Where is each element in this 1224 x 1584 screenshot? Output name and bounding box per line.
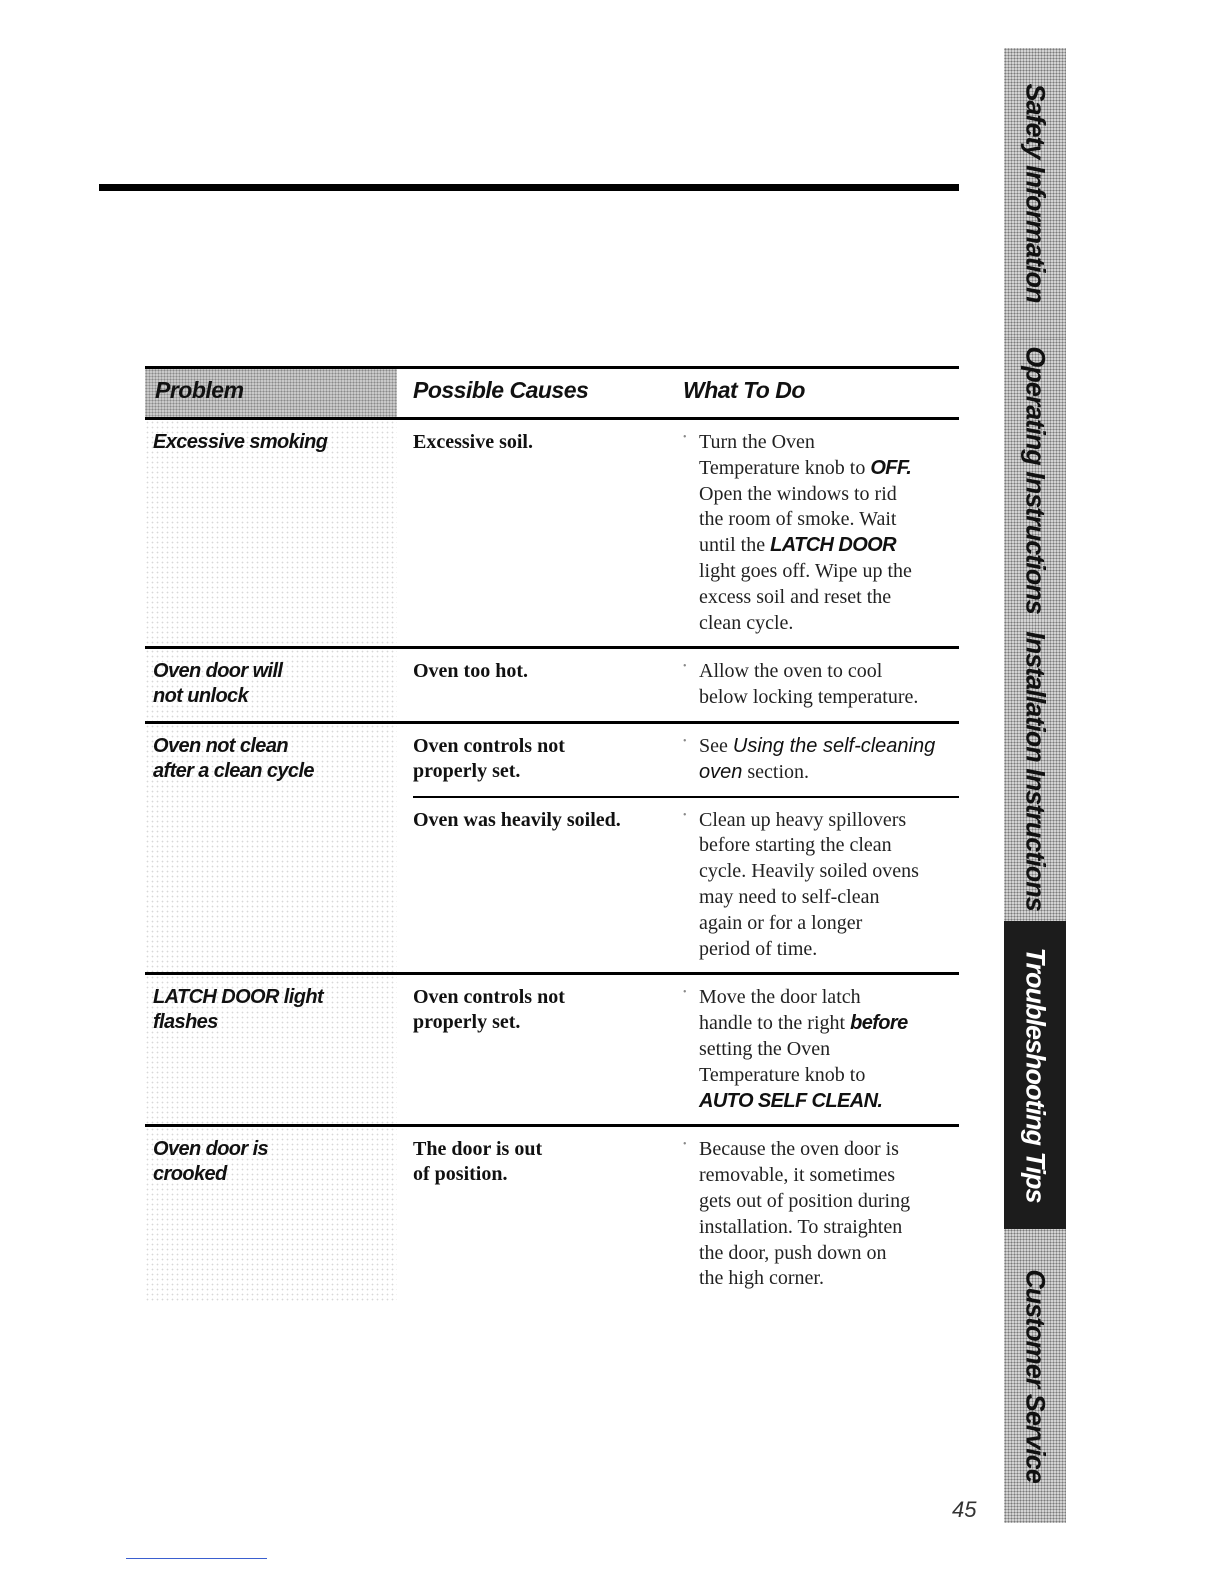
bullet-icon: •	[683, 735, 687, 747]
cause-line: Oven controls not	[413, 734, 565, 757]
todo-text: excess soil and reset the	[699, 585, 892, 608]
problem-text	[145, 975, 393, 1035]
todo-line	[699, 833, 949, 859]
todo-line	[699, 937, 949, 963]
todo-text: section.	[742, 760, 810, 783]
cause-block	[413, 724, 959, 796]
table-row	[145, 975, 959, 1127]
todo-text: Temperature knob to	[699, 1063, 866, 1086]
cause-line: Oven controls not	[413, 986, 565, 1009]
todo-text: may need to self-clean	[699, 885, 880, 908]
todo-text: light goes off. Wipe up the	[699, 559, 912, 582]
problem-line: Oven door will	[153, 660, 283, 683]
side-tab-operating-instructions[interactable]	[1004, 338, 1066, 623]
todo-line	[699, 685, 949, 711]
cause-line: of position.	[413, 1163, 508, 1186]
problem-line: Oven door is	[153, 1138, 269, 1161]
problem-header: Problem	[145, 369, 397, 417]
cause-line: Excessive soil.	[413, 431, 533, 453]
possible-cause	[413, 985, 663, 1035]
todo-text: Using the self-cleaning	[732, 734, 936, 757]
what-to-do	[683, 420, 957, 646]
table-row	[145, 1127, 959, 1302]
todo-text: the door, push down on	[699, 1241, 887, 1264]
todo-line	[699, 808, 949, 834]
todo-text: clean cycle.	[699, 611, 794, 634]
bullet-icon: •	[683, 809, 687, 821]
problem-cell	[145, 420, 397, 646]
top-rule	[99, 184, 959, 191]
possible-cause	[413, 808, 663, 833]
todo-text: period of time.	[699, 937, 818, 960]
cause-block	[413, 1127, 959, 1302]
todo-text: removable, it sometimes	[699, 1164, 896, 1187]
todo-line	[699, 533, 949, 559]
todo-text: installation. To straighten	[699, 1215, 903, 1238]
side-tab-label: Troubleshooting Tips	[1020, 947, 1051, 1203]
todo-text: Turn the Oven	[699, 431, 815, 453]
todo-line	[699, 659, 949, 685]
bullet-icon: •	[683, 661, 687, 673]
problem-line: Oven not clean	[153, 734, 288, 757]
todo-text: Allow the oven to cool	[699, 660, 883, 683]
todo-text: Open the windows to rid	[699, 482, 897, 505]
todo-text: gets out of position during	[699, 1189, 911, 1212]
todo-line	[699, 1266, 949, 1292]
problem-line: after a clean cycle	[153, 759, 314, 782]
todo-line	[699, 430, 949, 456]
todo-line	[699, 911, 949, 937]
todo-line	[699, 507, 949, 533]
todo-line	[699, 859, 949, 885]
table-row	[145, 724, 959, 975]
todo-text: before	[850, 1012, 908, 1035]
side-tab-customer-service[interactable]	[1004, 1229, 1066, 1525]
bullet-icon: •	[683, 987, 687, 999]
problem-cell	[145, 975, 397, 1124]
bullet-icon: •	[683, 432, 687, 443]
todo-text: the high corner.	[699, 1267, 824, 1290]
problem-line: Excessive smoking	[153, 431, 328, 453]
possible-cause	[413, 734, 663, 784]
possible-cause	[413, 659, 663, 684]
todo-line	[699, 611, 949, 637]
todo-line	[699, 734, 949, 760]
problem-line: flashes	[153, 1011, 218, 1034]
cause-block	[413, 649, 959, 721]
problem-line: LATCH DOOR light	[153, 986, 323, 1009]
what-to-do	[683, 798, 957, 973]
problem-cell	[145, 1127, 397, 1302]
todo-text: LATCH DOOR	[770, 534, 896, 557]
section-tabs	[1004, 48, 1066, 1523]
possible-cause	[413, 430, 663, 455]
todo-text: cycle. Heavily soiled ovens	[699, 860, 919, 883]
todo-line	[699, 1163, 949, 1189]
page-number: 45	[952, 1497, 977, 1522]
todo-text: OFF.	[870, 456, 912, 479]
todo-text: oven	[699, 760, 743, 783]
side-tab-installation-instructions[interactable]	[1004, 621, 1066, 923]
todo-line	[699, 456, 949, 482]
table-row	[145, 420, 959, 649]
side-tab-label: Customer Service	[1020, 1269, 1051, 1483]
cause-block	[413, 420, 959, 646]
what-to-do	[683, 649, 957, 721]
todo-header: What To Do	[683, 377, 805, 403]
todo-line	[699, 1137, 949, 1163]
side-tab-label: Installation Instructions	[1020, 631, 1051, 911]
problem-text	[145, 649, 393, 709]
problem-text	[145, 724, 393, 784]
what-to-do	[683, 724, 957, 796]
side-tab-label: Operating Instructions	[1020, 345, 1051, 614]
todo-line	[699, 482, 949, 508]
todo-line	[699, 1089, 949, 1115]
todo-line	[699, 1063, 949, 1089]
cause-line: Oven too hot.	[413, 660, 528, 683]
todo-text: Temperature knob to	[699, 456, 871, 479]
todo-line	[699, 985, 949, 1011]
todo-text: setting the Oven	[699, 1037, 831, 1060]
bullet-icon: •	[683, 1139, 687, 1151]
troubleshooting-table	[145, 366, 959, 1302]
todo-line	[699, 1189, 949, 1215]
side-tab-safety-information[interactable]	[1004, 48, 1066, 340]
todo-text: handle to the right	[699, 1012, 851, 1035]
todo-text: Clean up heavy spillovers	[699, 808, 907, 831]
todo-text: See	[699, 734, 733, 757]
cause-block	[413, 796, 959, 973]
todo-line	[699, 559, 949, 585]
todo-line	[699, 760, 949, 786]
cause-block	[413, 975, 959, 1124]
problem-text	[145, 420, 393, 455]
todo-text: AUTO SELF CLEAN.	[699, 1089, 883, 1112]
cause-line: properly set.	[413, 759, 521, 782]
possible-cause	[413, 1137, 663, 1187]
todo-text: until the	[699, 534, 771, 557]
problem-cell	[145, 724, 397, 972]
what-to-do	[683, 1127, 957, 1302]
table-header	[145, 366, 959, 420]
todo-text: again or for a longer	[699, 911, 863, 934]
table-body	[145, 420, 959, 1302]
what-to-do	[683, 975, 957, 1124]
problem-cell	[145, 649, 397, 721]
problem-text	[145, 1127, 393, 1187]
todo-line	[699, 1011, 949, 1037]
side-tab-label: Safety Information	[1020, 83, 1051, 303]
todo-line	[699, 585, 949, 611]
todo-line	[699, 885, 949, 911]
todo-line	[699, 1215, 949, 1241]
footer-rule	[126, 1558, 267, 1559]
todo-text: the room of smoke. Wait	[699, 508, 897, 531]
todo-text: Because the oven door is	[699, 1138, 899, 1161]
problem-line: not unlock	[153, 685, 249, 708]
todo-text: below locking temperature.	[699, 686, 919, 709]
todo-text: Move the door latch	[699, 986, 861, 1009]
side-tab-troubleshooting-tips[interactable]	[1004, 921, 1066, 1231]
cause-line: properly set.	[413, 1011, 521, 1034]
todo-line	[699, 1241, 949, 1267]
cause-line: The door is out	[413, 1138, 543, 1161]
problem-line: crooked	[153, 1163, 227, 1186]
causes-header: Possible Causes	[413, 377, 589, 403]
cause-line: Oven was heavily soiled.	[413, 808, 621, 831]
table-row	[145, 649, 959, 724]
todo-text: before starting the clean	[699, 834, 892, 857]
todo-line	[699, 1037, 949, 1063]
